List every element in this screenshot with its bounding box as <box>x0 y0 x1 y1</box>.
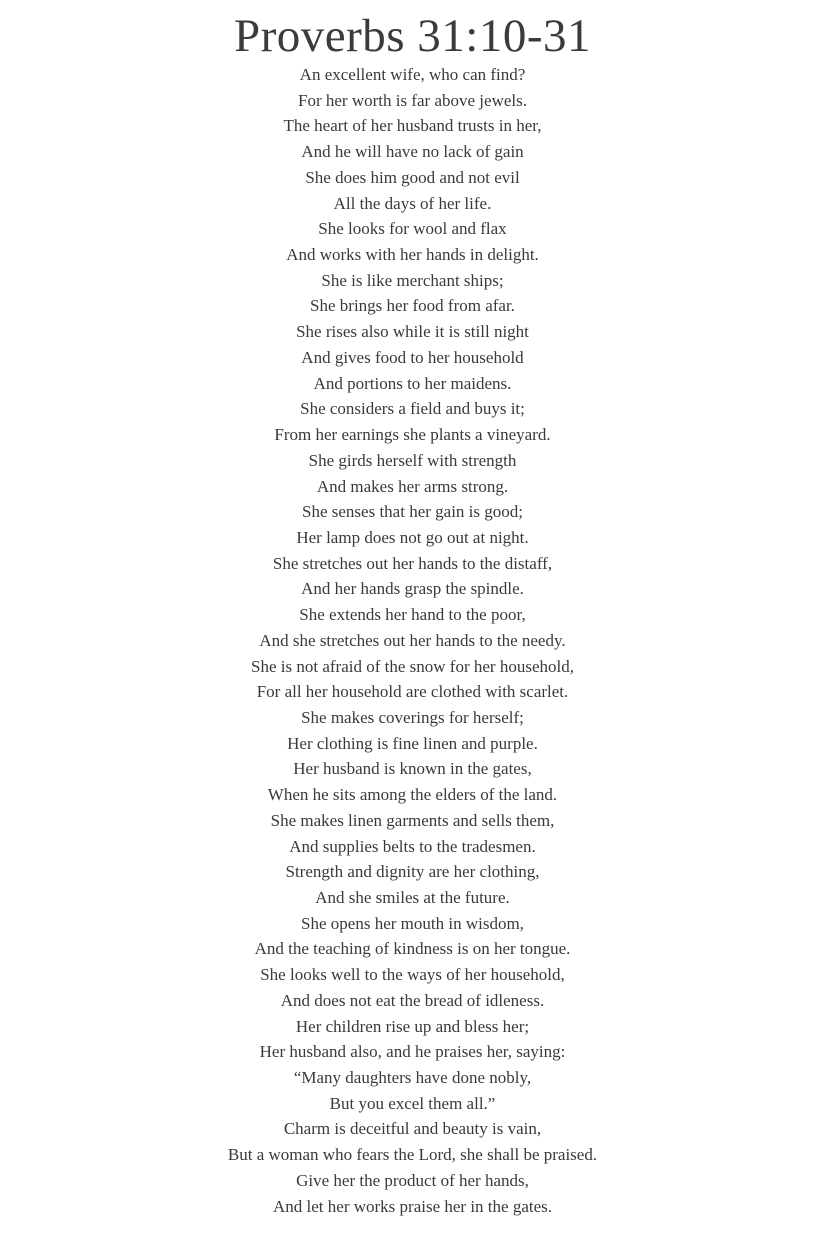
verse-line: She opens her mouth in wisdom, <box>301 913 524 933</box>
verse-line: The heart of her husband trusts in her, <box>283 116 542 136</box>
verse-line: But a woman who fears the Lord, she shall be praised. <box>227 1145 598 1165</box>
verse-line: And gives food to her household <box>301 347 524 367</box>
verse-line: She stretches out her hands to the distaff, <box>272 553 553 573</box>
verse-line: She looks for wool and flax <box>318 219 507 239</box>
verse-line: And supplies belts to the tradesmen. <box>289 836 536 856</box>
verse-line: She makes coverings for herself; <box>301 707 524 727</box>
verse-line: She is not afraid of the snow for her household, <box>251 656 574 676</box>
verse-line: An excellent wife, who can find? <box>299 65 526 84</box>
verse-line: And the teaching of kindness is on her tongue. <box>254 939 571 959</box>
verse-line: She makes linen garments and sells them, <box>270 810 555 830</box>
verse-line: She does him good and not evil <box>305 167 520 187</box>
verse-line: She extends her hand to the poor, <box>299 605 526 625</box>
verse-list <box>0 62 825 1219</box>
page-title: Proverbs 31:10-31 <box>233 10 592 62</box>
verse-line: Her clothing is fine linen and purple. <box>287 733 538 753</box>
verse-line: She rises also while it is still night <box>296 322 529 342</box>
verse-line: Her husband is known in the gates, <box>293 759 532 779</box>
verse-line: And her hands grasp the spindle. <box>301 579 524 599</box>
verse-line: Charm is deceitful and beauty is vain, <box>283 1119 542 1139</box>
verse-line: And works with her hands in delight. <box>286 245 539 265</box>
verse-line: And does not eat the bread of idleness. <box>280 990 545 1010</box>
verse-line: From her earnings she plants a vineyard. <box>274 425 551 445</box>
verse-line: She is like merchant ships; <box>321 270 504 290</box>
verse-line: And let her works praise her in the gates. <box>273 1196 552 1216</box>
verse-line: Strength and dignity are her clothing, <box>285 862 540 882</box>
verse-line: Her lamp does not go out at night. <box>296 527 529 547</box>
verse-line: For all her household are clothed with scarlet. <box>256 682 569 702</box>
verse-line: Give her the product of her hands, <box>296 1170 529 1190</box>
verse-line: She considers a field and buys it; <box>300 399 525 419</box>
verse-line: She brings her food from afar. <box>310 296 515 316</box>
verse-line: Her husband also, and he praises her, saying: <box>259 1042 566 1062</box>
verse-line: All the days of her life. <box>333 193 492 213</box>
verse-line: But you excel them all.” <box>329 1093 496 1113</box>
verse-line: She senses that her gain is good; <box>302 502 523 522</box>
verse-line: And he will have no lack of gain <box>301 142 524 162</box>
verse-line: And she smiles at the future. <box>315 888 510 907</box>
verse-line: And makes her arms strong. <box>316 476 509 496</box>
verse-line: Her children rise up and bless her; <box>295 1016 530 1036</box>
verse-line: For her worth is far above jewels. <box>298 90 527 110</box>
verse-line: “Many daughters have done nobly, <box>293 1068 532 1088</box>
verse-line: She girds herself with strength <box>308 450 517 470</box>
verse-line: And portions to her maidens. <box>313 373 512 393</box>
verse-line: When he sits among the elders of the land. <box>267 785 558 805</box>
verse-line: And she stretches out her hands to the needy. <box>259 630 566 650</box>
verse-line: She looks well to the ways of her household, <box>260 965 565 985</box>
